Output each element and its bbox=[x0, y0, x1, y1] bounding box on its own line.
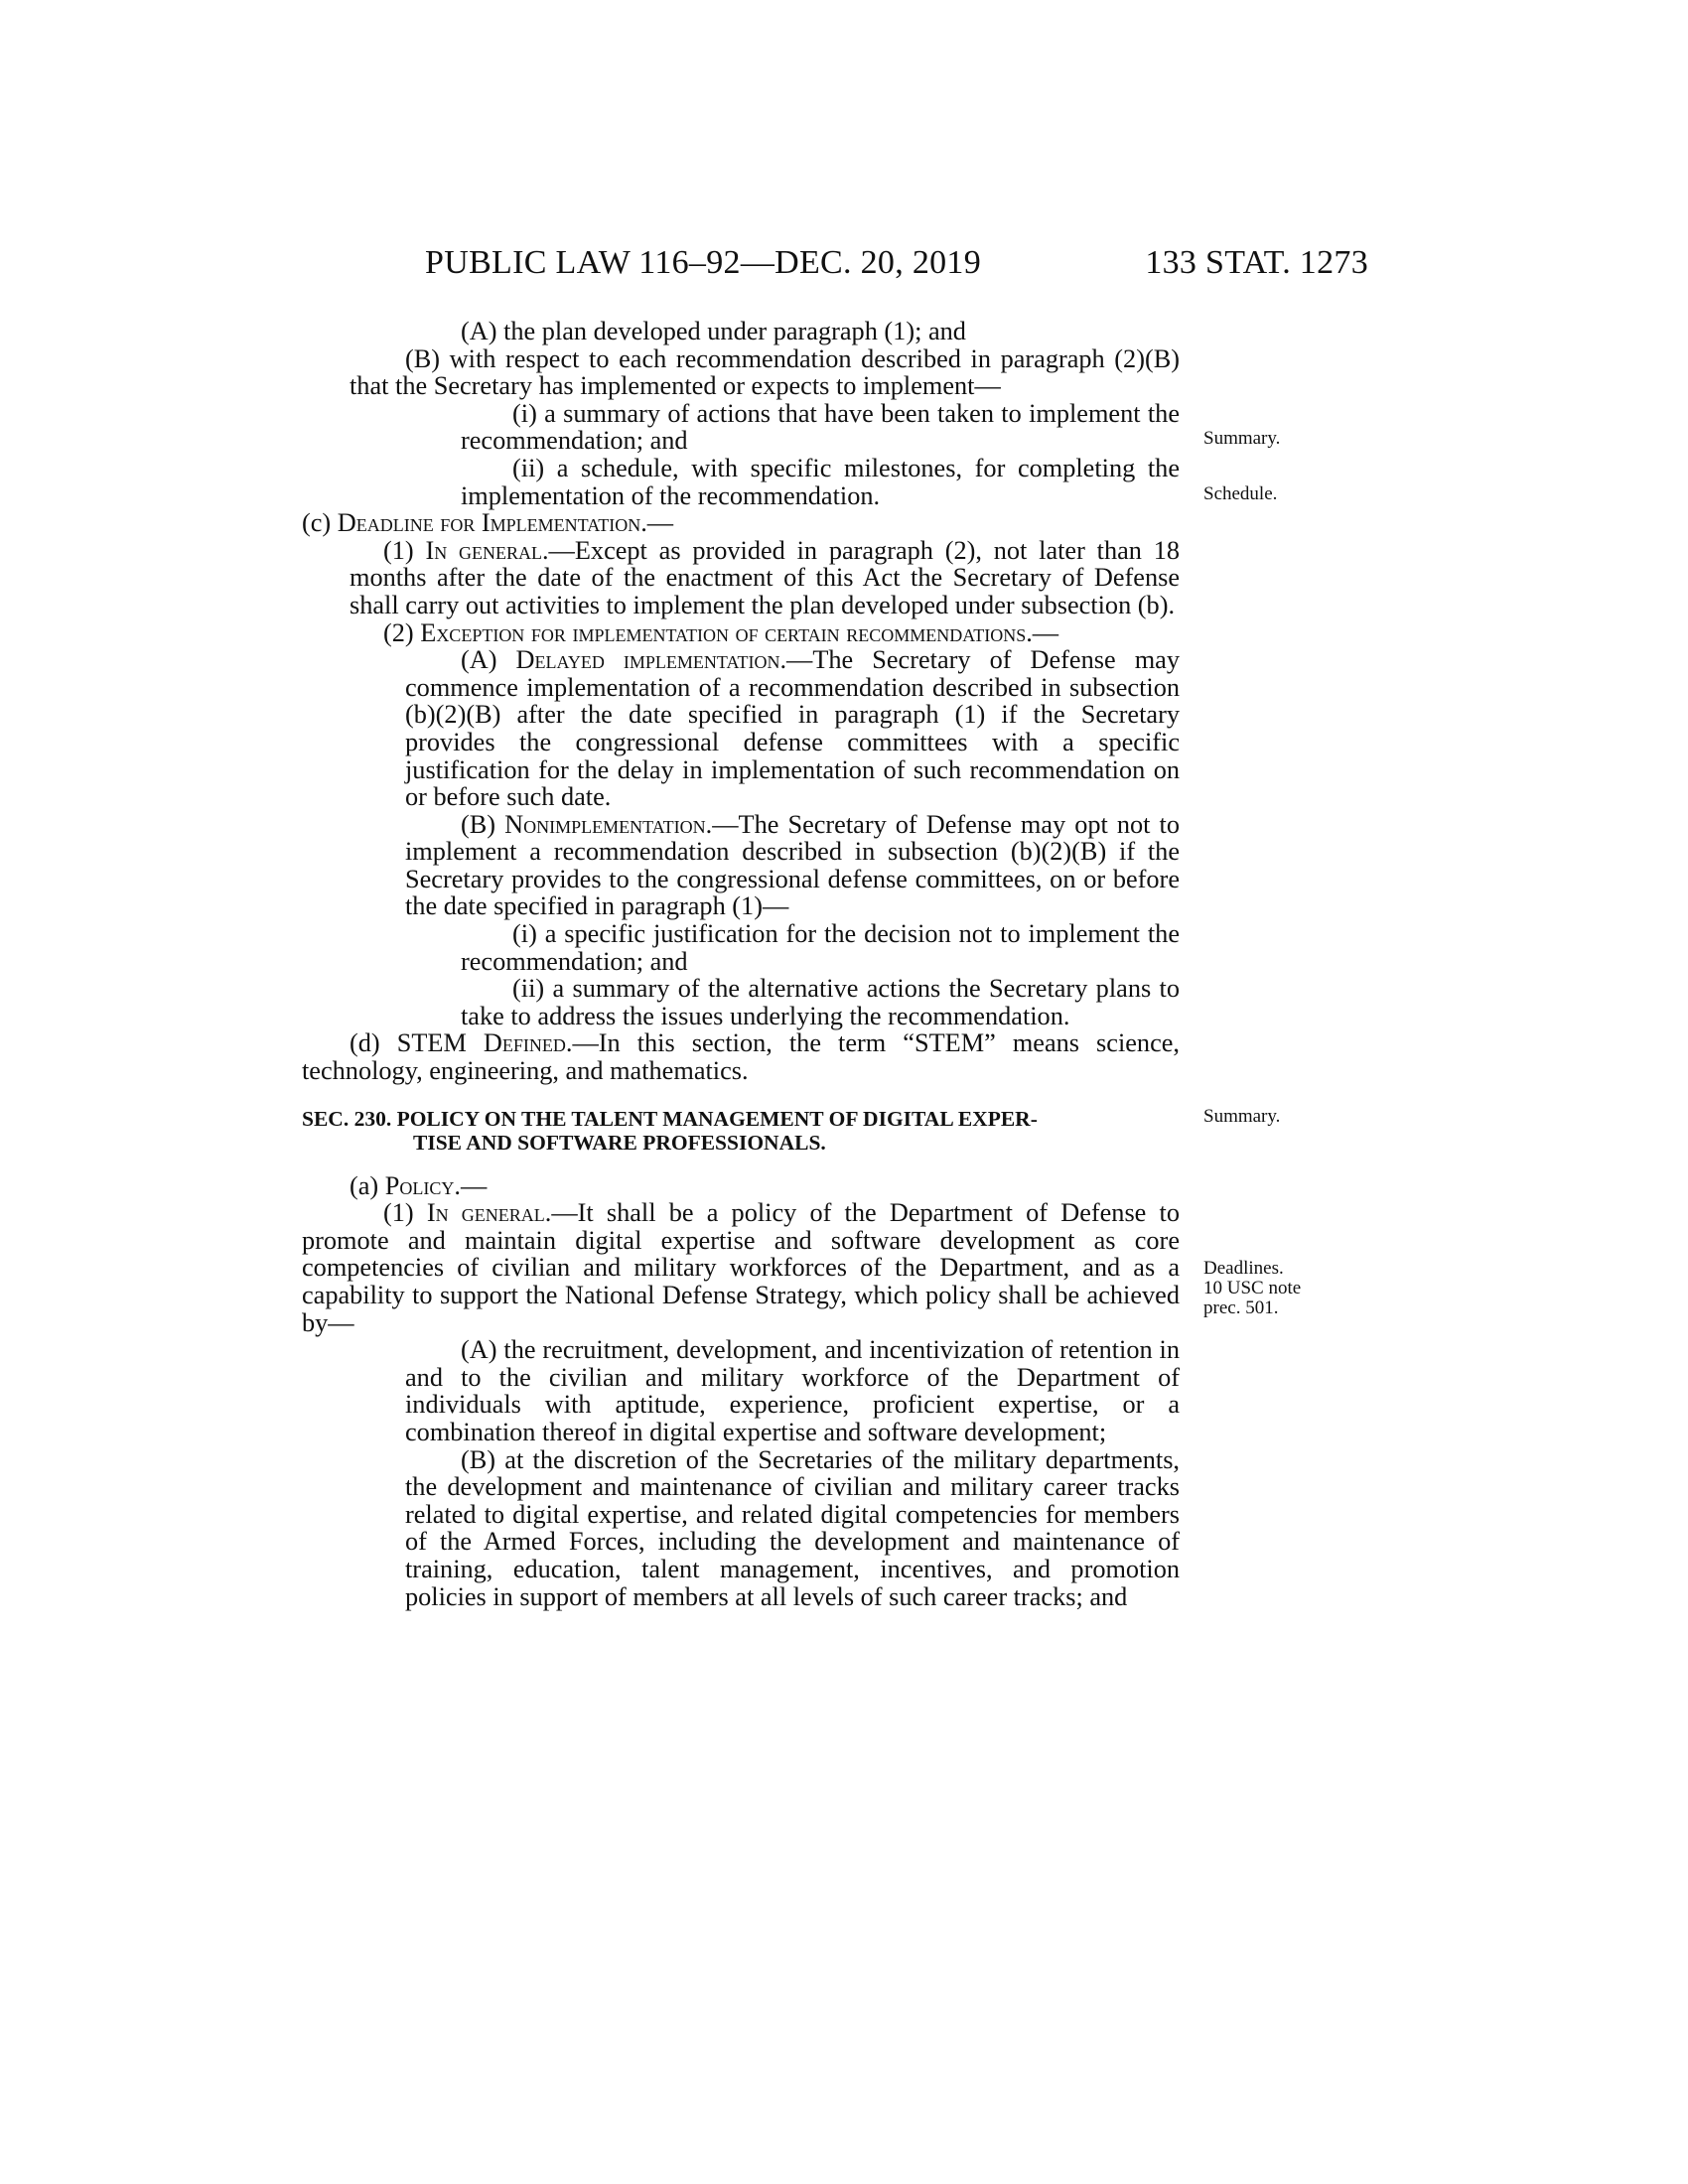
margin-note-summary: Summary. bbox=[1203, 428, 1281, 449]
header-law-date: PUBLIC LAW 116–92—DEC. 20, 2019 bbox=[425, 244, 982, 281]
subsection-heading: (a) Policy.— bbox=[350, 1170, 488, 1200]
margin-note-schedule: Schedule. bbox=[1203, 483, 1278, 504]
clause: (i) a summary of actions that have been taken to implement the recommendation; and bbox=[461, 398, 1180, 456]
margin-note-summary: Summary. bbox=[1203, 1106, 1281, 1127]
subsection-heading: (c) Deadline for Implementation.— bbox=[302, 508, 674, 538]
margin-note-deadlines: Deadlines. bbox=[1203, 1258, 1284, 1279]
section-heading-line: SEC. 230. POLICY ON THE TALENT MANAGEMENT OF DIGITAL EXPER- bbox=[302, 1106, 1038, 1131]
subparagraph: (B) at the discretion of the Secretaries of the military departments, the development and maintenance of civilian and military career tracks related to digital expertise, and related digital competencies for members of the Armed Forces, including the development and maintenance of training, education, talent management, incentives, and promotion policies in support of members at all levels of such career tracks; and bbox=[405, 1444, 1180, 1611]
subparagraph: (A) the recruitment, development, and incentivization of retention in and to the civilian and military workforce of the Department of individuals with aptitude, experience, proficient expertise, or a combination thereof in digital expertise and software development; bbox=[405, 1335, 1180, 1446]
clause: (ii) a summary of the alternative actions the Secretary plans to take to address the issues underlying the recommendation. bbox=[461, 974, 1180, 1030]
paragraph: (B) with respect to each recommendation described in paragraph (2)(B) that the Secretary has implemented or expects to implement— bbox=[350, 343, 1180, 401]
paragraph: (A) the plan developed under paragraph (1); and bbox=[461, 317, 966, 345]
section-heading-line: TISE AND SOFTWARE PROFESSIONALS. bbox=[413, 1130, 826, 1155]
section-heading bbox=[302, 1107, 1180, 1155]
clause: (i) a specific justification for the decision not to implement the recommendation; and bbox=[461, 919, 1180, 976]
paragraph: (1) In general.—Except as provided in paragraph (2), not later than 18 months after the date of the enactment of this Act the Secretary of Defense shall carry out activities to implement the plan developed under subsection (b). bbox=[350, 535, 1180, 619]
subparagraph: (A) Delayed implementation.—The Secretary of Defense may commence implementation of a recommendation described in subsection (b)(2)(B) after the date specified in paragraph (1) if the Secretary provides the congressional defense committees with a specific justification for the delay in implementation of such recommendation on or before such date. bbox=[405, 645, 1180, 812]
margin-note-usc: 10 USC note bbox=[1203, 1278, 1302, 1298]
margin-note-prec: prec. 501. bbox=[1203, 1297, 1279, 1318]
paragraph: (2) Exception for implementation of certain recommendations.— bbox=[383, 617, 1059, 647]
clause: (ii) a schedule, with specific milestones, for completing the implementation of the recommendation. bbox=[461, 453, 1180, 510]
paragraph: (d) STEM Defined.—In this section, the term “STEM” means science, technology, engineering, and mathematics. bbox=[302, 1028, 1180, 1086]
paragraph: (1) In general.—It shall be a policy of the Department of Defense to promote and maintain digital expertise and software development as core competencies of civilian and military workforces of the Department, and as a capability to support the National Defense Strategy, which policy shall be achieved by— bbox=[302, 1198, 1180, 1337]
header-stat-page: 133 STAT. 1273 bbox=[1145, 244, 1368, 281]
subparagraph: (B) Nonimplementation.—The Secretary of Defense may opt not to implement a recommendation described in subsection (b)(2)(B) if the Secretary provides to the congressional defense committees, on or before the date specified in paragraph (1)— bbox=[405, 809, 1180, 921]
body-text-column bbox=[302, 317, 1180, 1611]
running-header bbox=[425, 244, 1368, 284]
